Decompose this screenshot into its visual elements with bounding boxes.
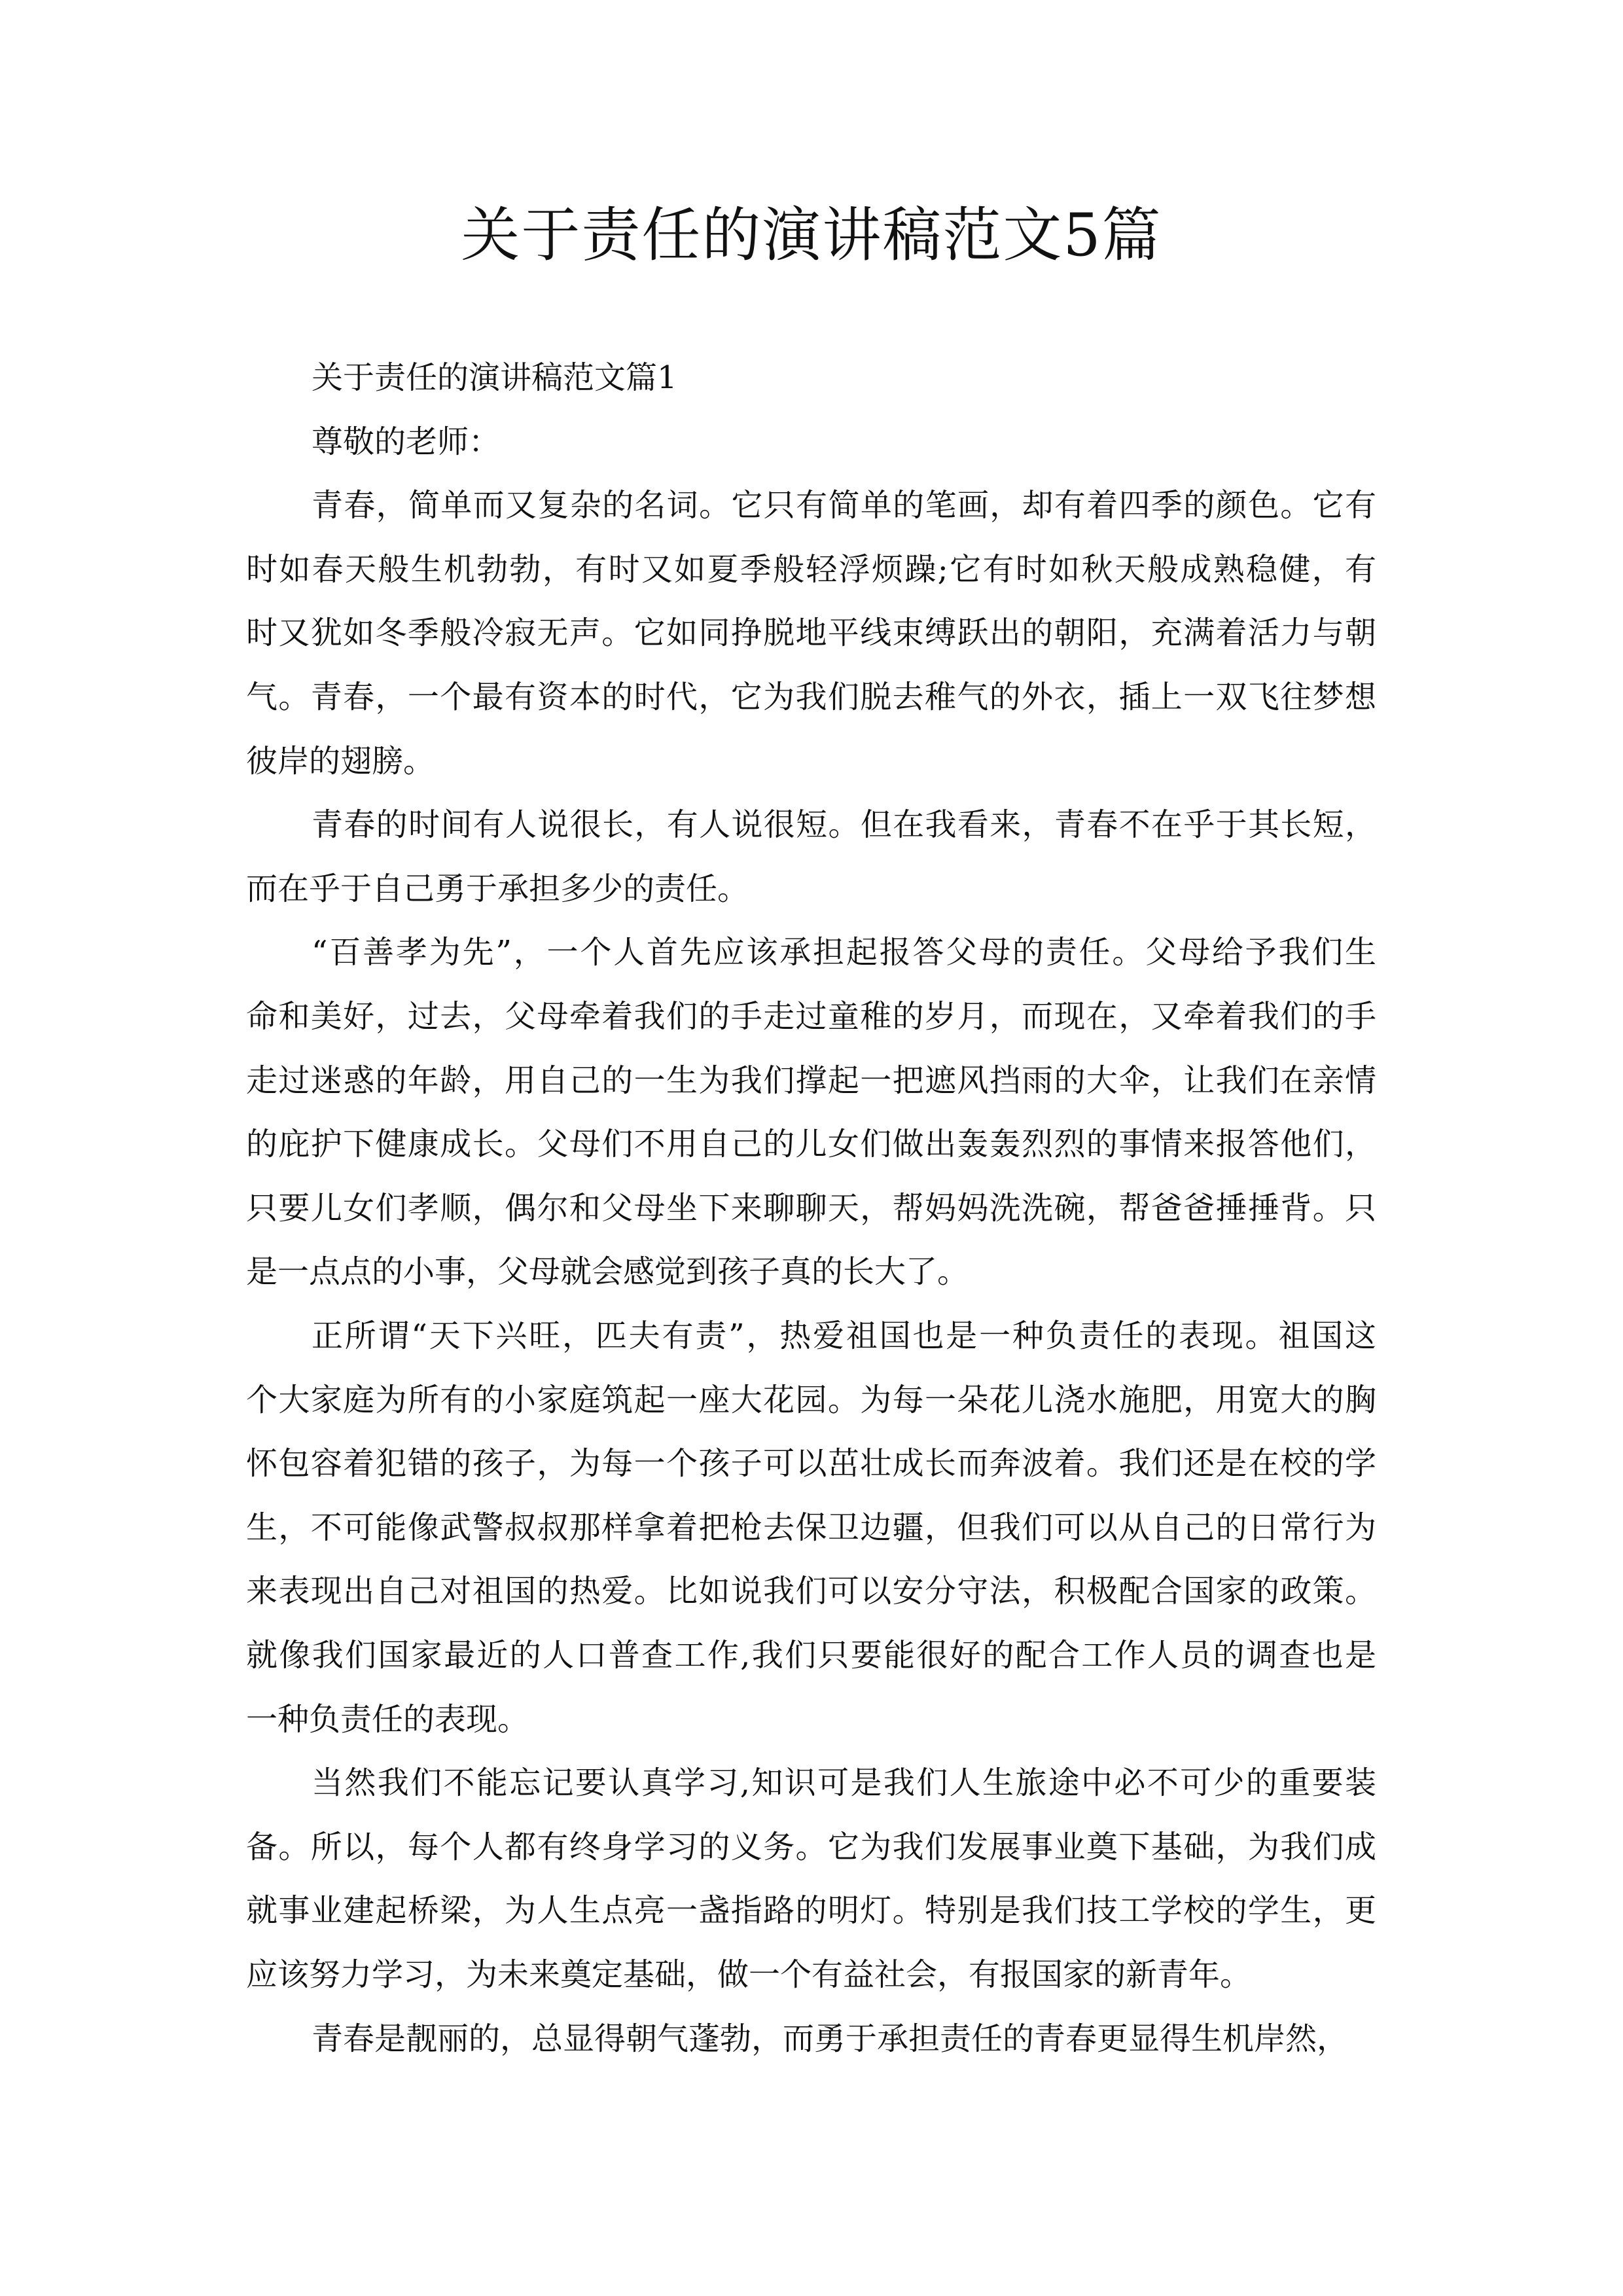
paragraph-line: “百善孝为先”，一个人首先应该承担起报答父母的责任。父母给予我们生 [312,934,1376,971]
paragraph-line: 走过迷惑的年龄，用自己的一生为我们撑起一把遮风挡雨的大伞，让我们在亲情 [246,1062,1376,1099]
section-heading: 关于责任的演讲稿范文篇1 [312,359,677,396]
paragraph-line: 当然我们不能忘记要认真学习,知识可是我们人生旅途中必不可少的重要装 [312,1765,1376,1801]
paragraph-line: 个大家庭为所有的小家庭筑起一座大花园。为每一朵花儿浇水施肥，用宽大的胸 [246,1382,1376,1418]
paragraph-line: 青春的时间有人说很长，有人说很短。但在我看来，青春不在乎于其长短， [312,806,1376,843]
paragraph-line: 青春是靓丽的，总显得朝气蓬勃，而勇于承担责任的青春更显得生机岸然， [312,2020,1349,2057]
paragraph-line: 只要儿女们孝顺，偶尔和父母坐下来聊聊天，帮妈妈洗洗碗，帮爸爸捶捶背。只 [246,1190,1376,1227]
paragraph-line: 怀包容着犯错的孩子，为每一个孩子可以茁壮成长而奔波着。我们还是在校的学 [246,1445,1376,1482]
paragraph-line: 生，不可能像武警叔叔那样拿着把枪去保卫边疆，但我们可以从自己的日常行为 [246,1509,1376,1546]
paragraph-line: 气。青春，一个最有资本的时代，它为我们脱去稚气的外衣，插上一双飞往梦想 [246,679,1376,715]
paragraph-line: 青春，简单而又复杂的名词。它只有简单的笔画，却有着四季的颜色。它有 [312,487,1376,524]
paragraph-line: 时如春天般生机勃勃，有时又如夏季般轻浮烦躁;它有时如秋天般成熟稳健，有 [246,551,1376,588]
paragraph-line: 应该努力学习，为未来奠定基础，做一个有益社会，有报国家的新青年。 [246,1956,1252,1993]
paragraph-line: 就事业建起桥梁，为人生点亮一盏指路的明灯。特别是我们技工学校的学生，更 [246,1892,1376,1929]
paragraph-line: 而在乎于自己勇于承担多少的责任。 [246,870,749,907]
paragraph-line: 时又犹如冬季般冷寂无声。它如同挣脱地平线束缚跃出的朝阳，充满着活力与朝 [246,615,1376,651]
paragraph-line: 尊敬的老师： [312,423,501,460]
document-title: 关于责任的演讲稿范文5篇 [461,201,1162,270]
paragraph-line: 彼岸的翅膀。 [246,743,435,780]
paragraph-line: 就像我们国家最近的人口普查工作,我们只要能很好的配合工作人员的调查也是 [246,1637,1376,1674]
paragraph-line: 是一点点的小事，父母就会感觉到孩子真的长大了。 [246,1253,969,1290]
paragraph-line: 备。所以，每个人都有终身学习的义务。它为我们发展事业奠下基础，为我们成 [246,1829,1376,1865]
paragraph-line: 一种负责任的表现。 [246,1701,529,1738]
paragraph-line: 命和美好，过去，父母牵着我们的手走过童稚的岁月，而现在，又牵着我们的手 [246,998,1376,1035]
paragraph-line: 来表现出自己对祖国的热爱。比如说我们可以安分守法，积极配合国家的政策。 [246,1573,1376,1609]
paragraph-line: 正所谓“天下兴旺，匹夫有责”，热爱祖国也是一种负责任的表现。祖国这 [312,1318,1376,1354]
paragraph-line: 的庇护下健康成长。父母们不用自己的儿女们做出轰轰烈烈的事情来报答他们， [246,1126,1376,1162]
